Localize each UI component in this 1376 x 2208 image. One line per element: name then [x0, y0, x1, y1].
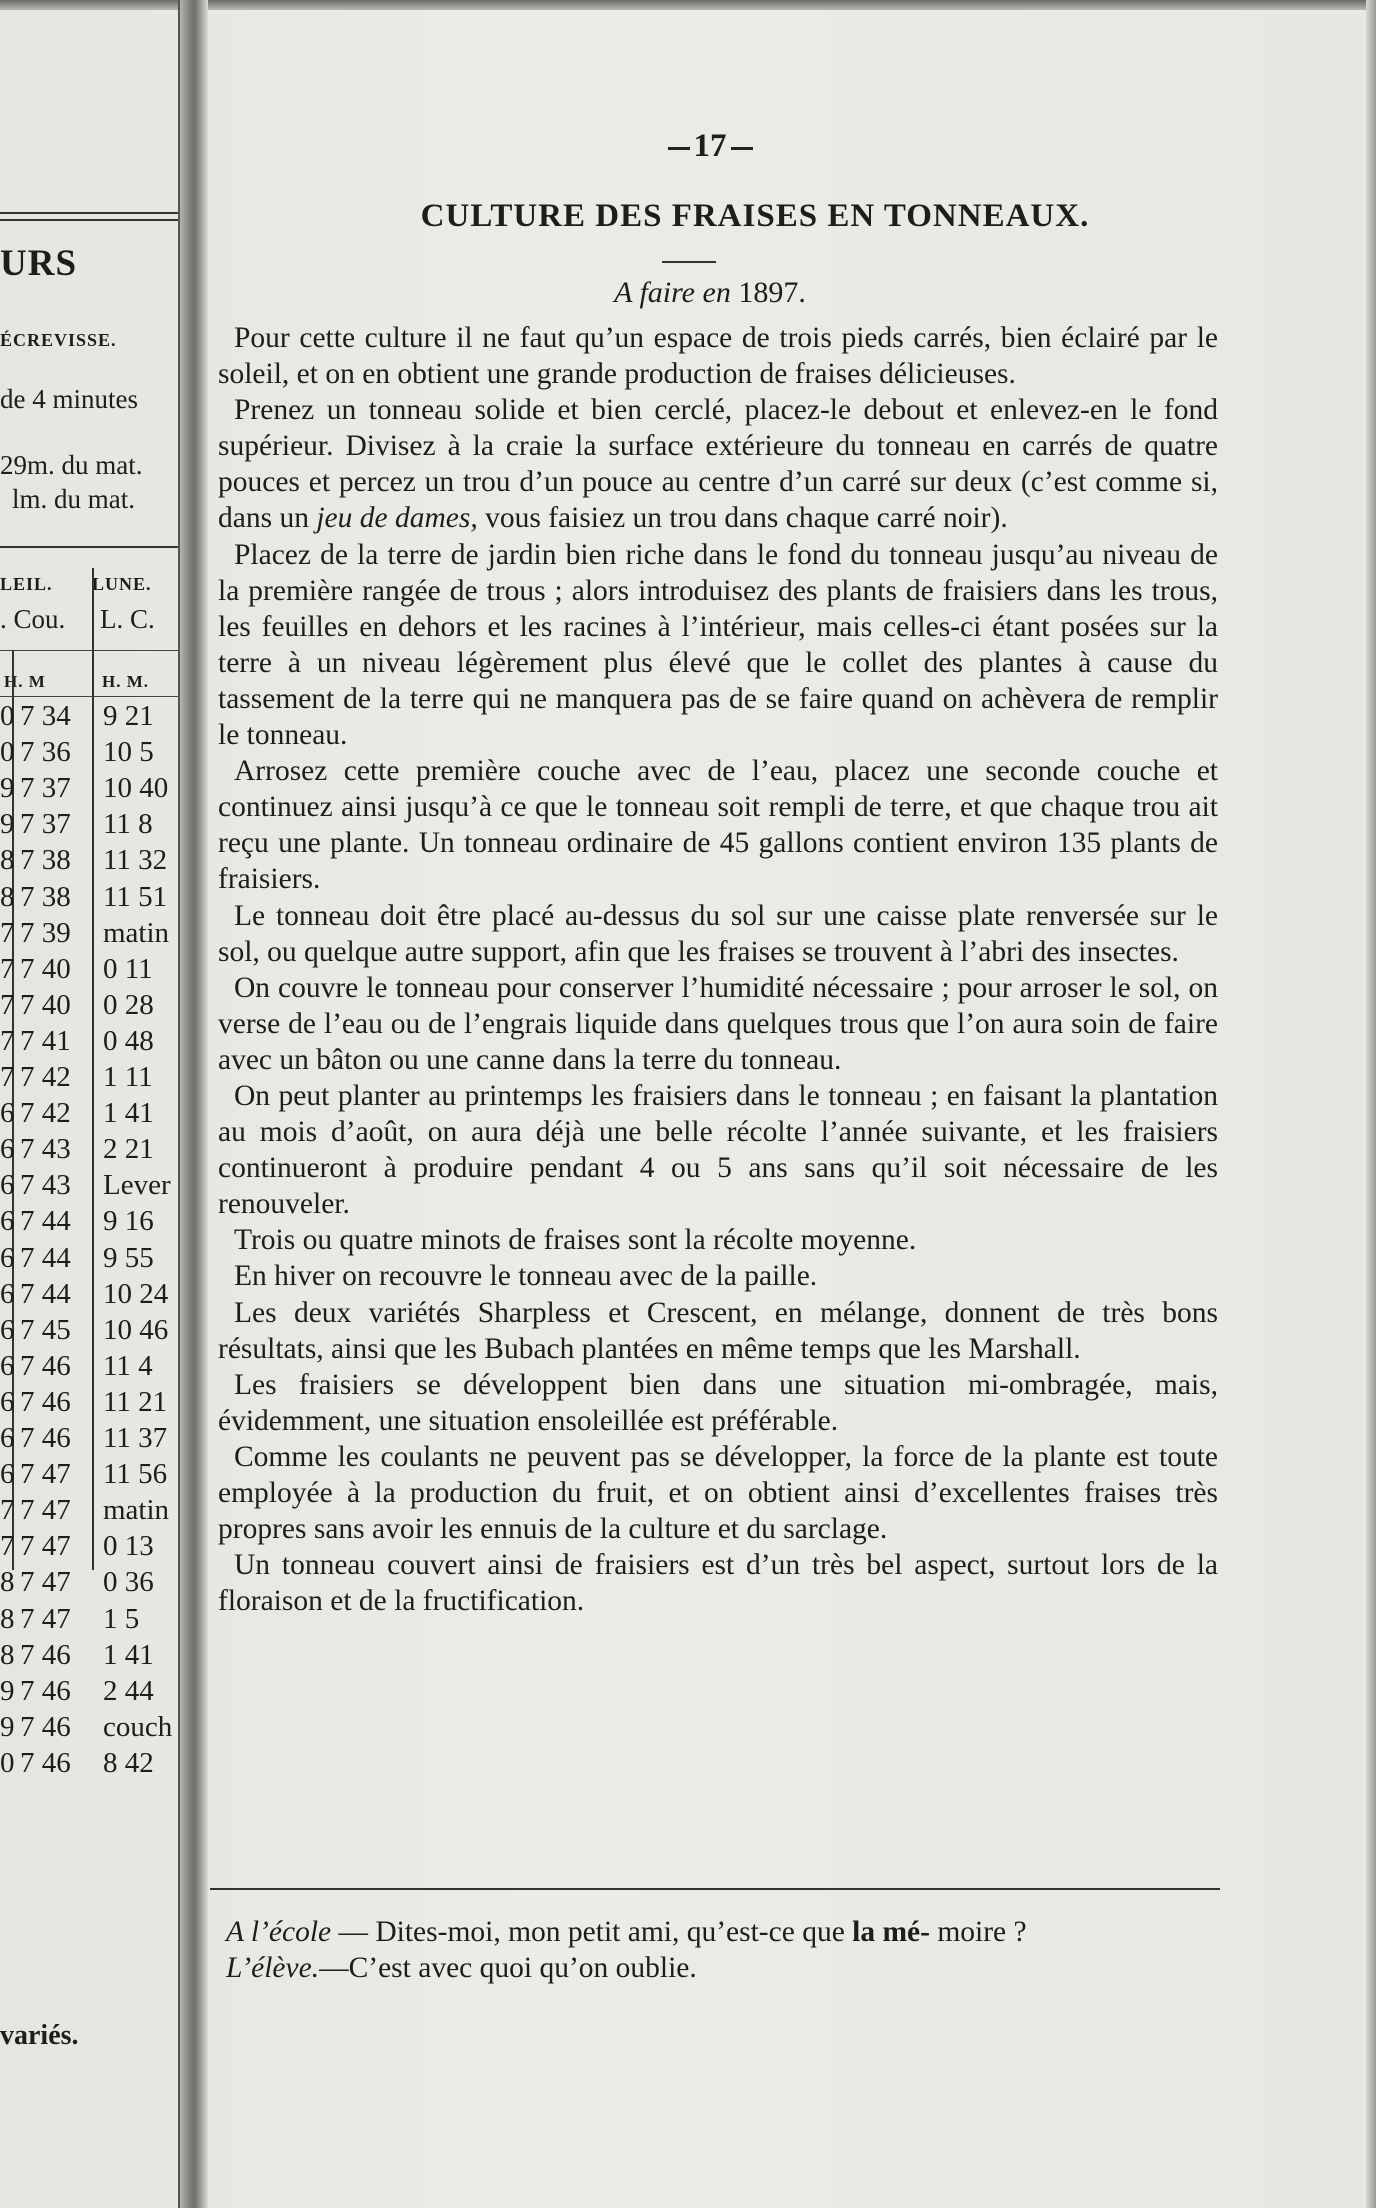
- table-cell: 6: [0, 1241, 15, 1274]
- paragraph: Le tonneau doit être placé au-dessus du sol sur une caisse plate renversée sur le sol, ou quelque autre support, afin que les fraises se trouvent à l’abri des insectes.: [218, 899, 1218, 968]
- left-col-hm-2: H. M.: [102, 672, 150, 691]
- table-cell: 1 41: [103, 1097, 154, 1130]
- paragraph: Les fraisiers se développent bien dans une situation mi-ombragée, mais, évidemment, une situation ensoleillée est préférable.: [218, 1368, 1218, 1437]
- table-cell: 7: [0, 1494, 15, 1527]
- table-cell: 0: [0, 736, 15, 769]
- table-cell: 7 37: [20, 808, 71, 841]
- dialog-text-1-end: moire ?: [937, 1916, 1027, 1948]
- table-cell: Lever: [103, 1169, 171, 1202]
- table-cell: 7 44: [20, 1277, 71, 1310]
- article-subtitle: [210, 276, 1210, 310]
- table-cell: 7 47: [20, 1530, 71, 1563]
- table-cell: 11 32: [103, 844, 168, 877]
- dialog-speaker-2: L’élève.: [226, 1952, 320, 1984]
- table-cell: 7 46: [20, 1710, 71, 1743]
- table-cell: 9: [0, 772, 15, 805]
- table-cell: 8: [0, 844, 15, 877]
- table-cell: 11 21: [103, 1385, 168, 1418]
- paragraph: On peut planter au printemps les fraisiers dans le tonneau ; en faisant la plantation au mois d’août, on aura déjà une belle récolte l’année suivante, et les fraisiers continueront à produire pendant 4 ou 5 ans sans qu’il soit nécessaire de les renouveler.: [218, 1079, 1218, 1221]
- table-cell: 7 47: [20, 1602, 71, 1635]
- dialog-text-1: — Dites-moi, mon petit ami, qu’est-ce que: [331, 1916, 853, 1948]
- left-cou-label: . Cou.: [0, 604, 66, 634]
- table-cell: 10 24: [103, 1277, 169, 1310]
- left-heading: URS: [0, 243, 78, 284]
- table-cell: 8 42: [103, 1746, 154, 1779]
- left-col-hm-1: H. M: [4, 672, 46, 691]
- table-cell: 0: [0, 1746, 15, 1779]
- table-cell: 9 55: [103, 1241, 154, 1274]
- article-title: CULTURE DES FRAISES EN TONNEAUX.: [420, 198, 1090, 234]
- subtitle-italic: A faire en: [614, 276, 731, 309]
- table-cell: 7 45: [20, 1313, 71, 1346]
- table-cell: 7 47: [20, 1458, 71, 1491]
- table-cell: 11 56: [103, 1458, 168, 1491]
- table-cell: 7 42: [20, 1097, 71, 1130]
- table-cell: 9 21: [103, 700, 154, 732]
- paragraph-text: vous faisiez un trou dans chaque carré noir).: [477, 502, 1008, 535]
- table-cell: 9 16: [103, 1205, 154, 1238]
- table-cell: 7 43: [20, 1133, 71, 1166]
- table-cell: 9: [0, 1674, 15, 1707]
- table-cell: 7 38: [20, 844, 71, 877]
- table-cell: 7 46: [20, 1746, 71, 1779]
- section-separator: [210, 1888, 1220, 1890]
- left-top-rule-2: [0, 219, 178, 221]
- table-cell: 8: [0, 880, 15, 913]
- paragraph: Trois ou quatre minots de fraises sont la récolte moyenne.: [234, 1224, 917, 1257]
- table-cell: 6: [0, 1422, 15, 1454]
- table-cell: 1 41: [103, 1638, 154, 1671]
- table-cell: 7: [0, 988, 15, 1021]
- table-cell: 7: [0, 1061, 15, 1093]
- scan-right-edge: [1366, 0, 1376, 2208]
- subtitle-year: 1897.: [738, 276, 806, 309]
- table-cell: 0 48: [103, 1024, 154, 1057]
- table-cell: 9: [0, 1710, 15, 1743]
- table-cell: 1 11: [103, 1061, 153, 1093]
- table-cell: 0 11: [103, 952, 153, 985]
- table-cell: 7 43: [20, 1169, 71, 1202]
- title-rule: [662, 261, 716, 263]
- table-cell: 8: [0, 1602, 15, 1635]
- paragraph: On couvre le tonneau pour conserver l’humidité nécessaire ; pour arroser le sol, on verse de l’eau ou de l’engrais liquide dans quelques trous que l’on aura soin de faire avec un bâton ou une canne dans la terre du tonneau.: [218, 971, 1218, 1076]
- table-cell: 7 36: [20, 736, 71, 769]
- table-cell: 6: [0, 1385, 15, 1418]
- table-cell: 0: [0, 700, 15, 732]
- table-cell: 7 47: [20, 1566, 71, 1599]
- table-cell: 7 46: [20, 1385, 71, 1418]
- dialog-line-1: [210, 1914, 1210, 1950]
- table-cell: 7 46: [20, 1349, 71, 1382]
- table-cell: 7: [0, 952, 15, 985]
- left-ecrevisse-label: ÉCREVISSE.: [0, 330, 117, 350]
- table-cell: 6: [0, 1349, 15, 1382]
- left-lune-label: LUNE.: [92, 574, 152, 594]
- dialog-speaker-1: A l’école: [226, 1916, 332, 1948]
- table-cell: 7 41: [20, 1024, 71, 1057]
- table-cell: 7 46: [20, 1638, 71, 1671]
- dialog-line-2: [210, 1950, 1210, 1986]
- table-cell: 6: [0, 1133, 15, 1166]
- paragraph: Pour cette culture il ne faut qu’un espace de trois pieds carrés, bien éclairé par le soleil, et on en obtient une grande production de fraises délicieuses.: [218, 322, 1218, 391]
- left-top-rule: [0, 212, 178, 214]
- table-cell: 7 40: [20, 988, 71, 1021]
- table-cell: 7 42: [20, 1061, 71, 1093]
- table-cell: 0 36: [103, 1566, 154, 1599]
- left-footer: variés.: [0, 2020, 79, 2051]
- paragraph-italic: jeu de dames,: [316, 502, 478, 535]
- left-mat-line-1: 29m. du mat.: [0, 450, 143, 480]
- left-header-rule: [0, 650, 178, 651]
- table-cell: 9: [0, 808, 15, 841]
- table-cell: 8: [0, 1638, 15, 1671]
- left-lc-label: L. C.: [100, 604, 155, 634]
- table-cell: 7 46: [20, 1422, 71, 1454]
- paragraph: Comme les coulants ne peuvent pas se développer, la force de la plante est toute employée à la production du fruit, et on obtient ainsi d’excellentes fraises très propres sans avoir les ennuis de la culture et du sarclage.: [218, 1440, 1218, 1546]
- table-cell: 7 46: [20, 1674, 71, 1707]
- table-cell: 7: [0, 916, 15, 949]
- table-cell: 10 40: [103, 772, 169, 805]
- paragraph-text: Prenez un tonneau solide et bien cerclé, placez-le debout et enlevez-en le fond supérieur. Divisez à la craie la surface extérieure du tonneau en carrés de quatre pouces et percez un trou d’un pouce au centre d’un carré sur deux (c’est comme si, dans un: [218, 394, 1218, 535]
- table-cell: 7 44: [20, 1241, 71, 1274]
- joke-dialog: [210, 1914, 1210, 1986]
- table-cell: 8: [0, 1566, 15, 1599]
- paragraph: [218, 392, 1218, 536]
- table-cell: 6: [0, 1277, 15, 1310]
- binding-gutter: [178, 0, 208, 2208]
- table-cell: 11 4: [103, 1349, 153, 1382]
- table-cell: 6: [0, 1097, 15, 1130]
- table-cell: 2 44: [103, 1674, 154, 1707]
- paragraph: Placez de la terre de jardin bien riche dans le fond du tonneau jusqu’au niveau de la première rangée de trous ; alors introduisez des plants de fraisiers dans les trous, les feuilles en dehors et les racines à l’intérieur, mais celles-ci étant posées sur la terre à un niveau légèrement plus élevé que le collet des plantes à cause du tassement de la terre qui ne manquera pas de se faire quand on achèvera de remplir le tonneau.: [218, 538, 1218, 752]
- paragraph: Arrosez cette première couche avec de l’eau, placez une seconde couche et continuez ainsi jusqu’à ce que le tonneau soit rempli de terre, et que chaque trou ait reçu une plante. Un tonneau ordinaire de 45 gallons contient environ 135 plants de fraisiers.: [218, 755, 1218, 896]
- table-cell: couch: [103, 1710, 173, 1743]
- table-cell: 7 39: [20, 916, 71, 949]
- table-cell: 11 37: [103, 1422, 168, 1454]
- table-cell: 7 44: [20, 1205, 71, 1238]
- table-cell: 7: [0, 1024, 15, 1057]
- table-cell: 6: [0, 1205, 15, 1238]
- paragraph: En hiver on recouvre le tonneau avec de la paille.: [234, 1260, 818, 1293]
- left-subheader-rule: [0, 696, 178, 697]
- table-cell: matin: [103, 1494, 170, 1527]
- left-table-rule: [0, 546, 178, 548]
- table-cell: 7 47: [20, 1494, 71, 1527]
- table-cell: 1 5: [103, 1602, 140, 1635]
- table-cell: matin: [103, 916, 170, 949]
- table-cell: 7 34: [20, 700, 71, 732]
- table-cell: 7 40: [20, 952, 71, 985]
- paragraph: Les deux variétés Sharpless et Crescent, en mélange, donnent de très bons résultats, ainsi que les Bubach plantées en même temps que les Marshall.: [218, 1296, 1218, 1365]
- table-cell: 2 21: [103, 1133, 154, 1166]
- article-body: [218, 320, 1218, 1619]
- page-edge-line: [178, 0, 180, 2208]
- table-cell: 7: [0, 1530, 15, 1563]
- left-page-fragment: [0, 0, 178, 2208]
- table-cell: 6: [0, 1458, 15, 1491]
- table-cell: 6: [0, 1169, 15, 1202]
- left-mat-line-2: lm. du mat.: [12, 484, 135, 514]
- table-cell: 0 13: [103, 1530, 154, 1563]
- left-col-divider-2: [92, 568, 94, 1570]
- paragraph: Un tonneau couvert ainsi de fraisiers est d’un très bel aspect, surtout lors de la floraison et de la fructification.: [218, 1549, 1218, 1618]
- table-cell: 10 5: [103, 736, 154, 769]
- page-number: 17: [210, 128, 1210, 165]
- table-cell: 11 51: [103, 880, 168, 913]
- left-soleil-label: LEIL.: [0, 574, 53, 594]
- table-cell: 6: [0, 1313, 15, 1346]
- dialog-bold: la mé-: [852, 1916, 930, 1948]
- table-cell: 0 28: [103, 988, 154, 1021]
- table-cell: 11 8: [103, 808, 153, 841]
- table-cell: 7 37: [20, 772, 71, 805]
- left-minutes-line: de 4 minutes: [0, 384, 138, 414]
- main-page: [210, 0, 1218, 2208]
- table-cell: 7 38: [20, 880, 71, 913]
- table-cell: 10 46: [103, 1313, 169, 1346]
- dialog-text-2: —C’est avec quoi qu’on oublie.: [319, 1952, 697, 1984]
